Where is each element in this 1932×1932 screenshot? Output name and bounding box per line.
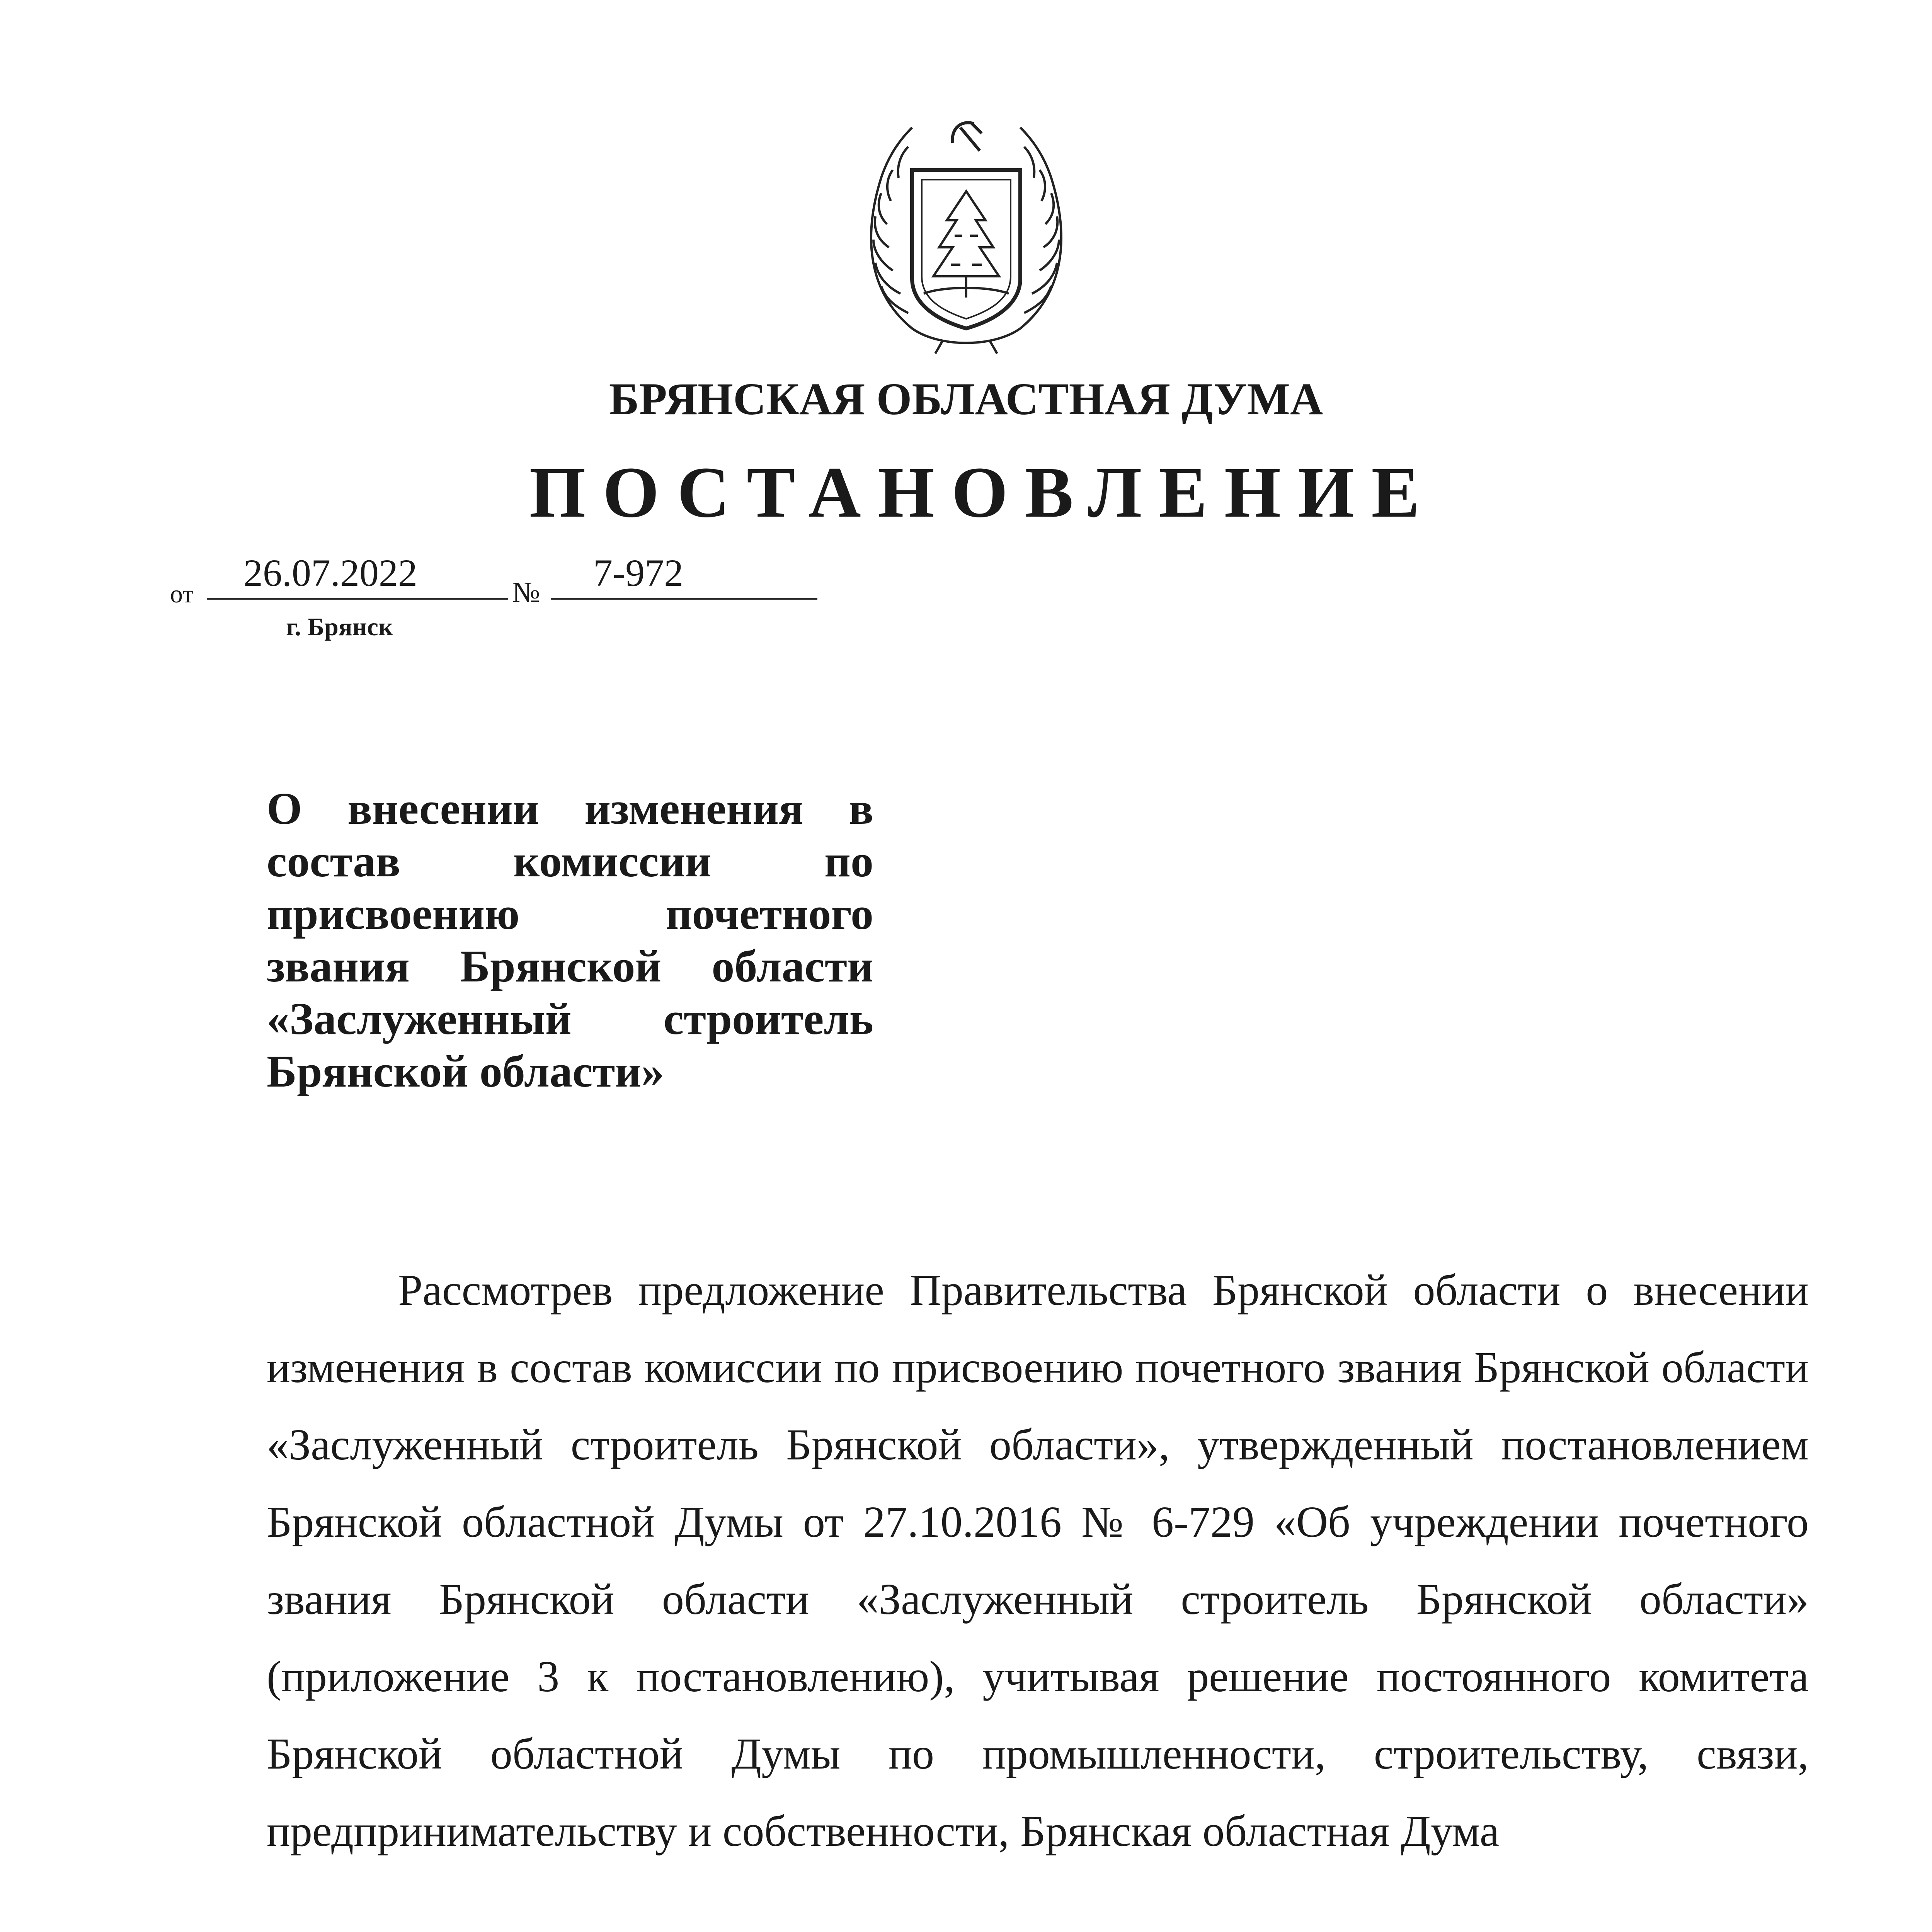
date-prefix: от (170, 580, 194, 608)
document-date: 26.07.2022 (243, 551, 417, 594)
number-underline (551, 598, 817, 600)
document-number: 7-972 (593, 551, 684, 594)
bryansk-oblast-coat-of-arms-icon (854, 112, 1078, 355)
org-name: БРЯНСКАЯ ОБЛАСТНАЯ ДУМА (609, 374, 1323, 424)
number-prefix: № (512, 576, 540, 609)
intro-paragraph: Рассмотрев предложение Правительства Брянской области о внесении изменения в состав комиссии по присвоению почетного звания Брянской области «Заслуженный строитель Брянской области», утвержденный постановлением Брянской областной Думы от 27.10.2016 № 6-729 «Об учреждении почетного звания Брянской области «Заслуженный строитель Брянской области» (приложение 3 к постановлению), учитывая решение постоянного комитета Брянской областной Думы по промышленности, строительству, связи, предпринимательству и собственности, Брянская областная Дума (267, 1265, 1809, 1855)
date-underline (207, 598, 508, 600)
document-subject: О внесении изменения в состав комиссии по присвоению почетного звания Брянской области «Заслуженный строитель Брянской области» (267, 783, 873, 1097)
city-name: г. Брянск (286, 613, 393, 641)
document-type-title: ПОСТАНОВЛЕНИЕ (529, 452, 1437, 532)
